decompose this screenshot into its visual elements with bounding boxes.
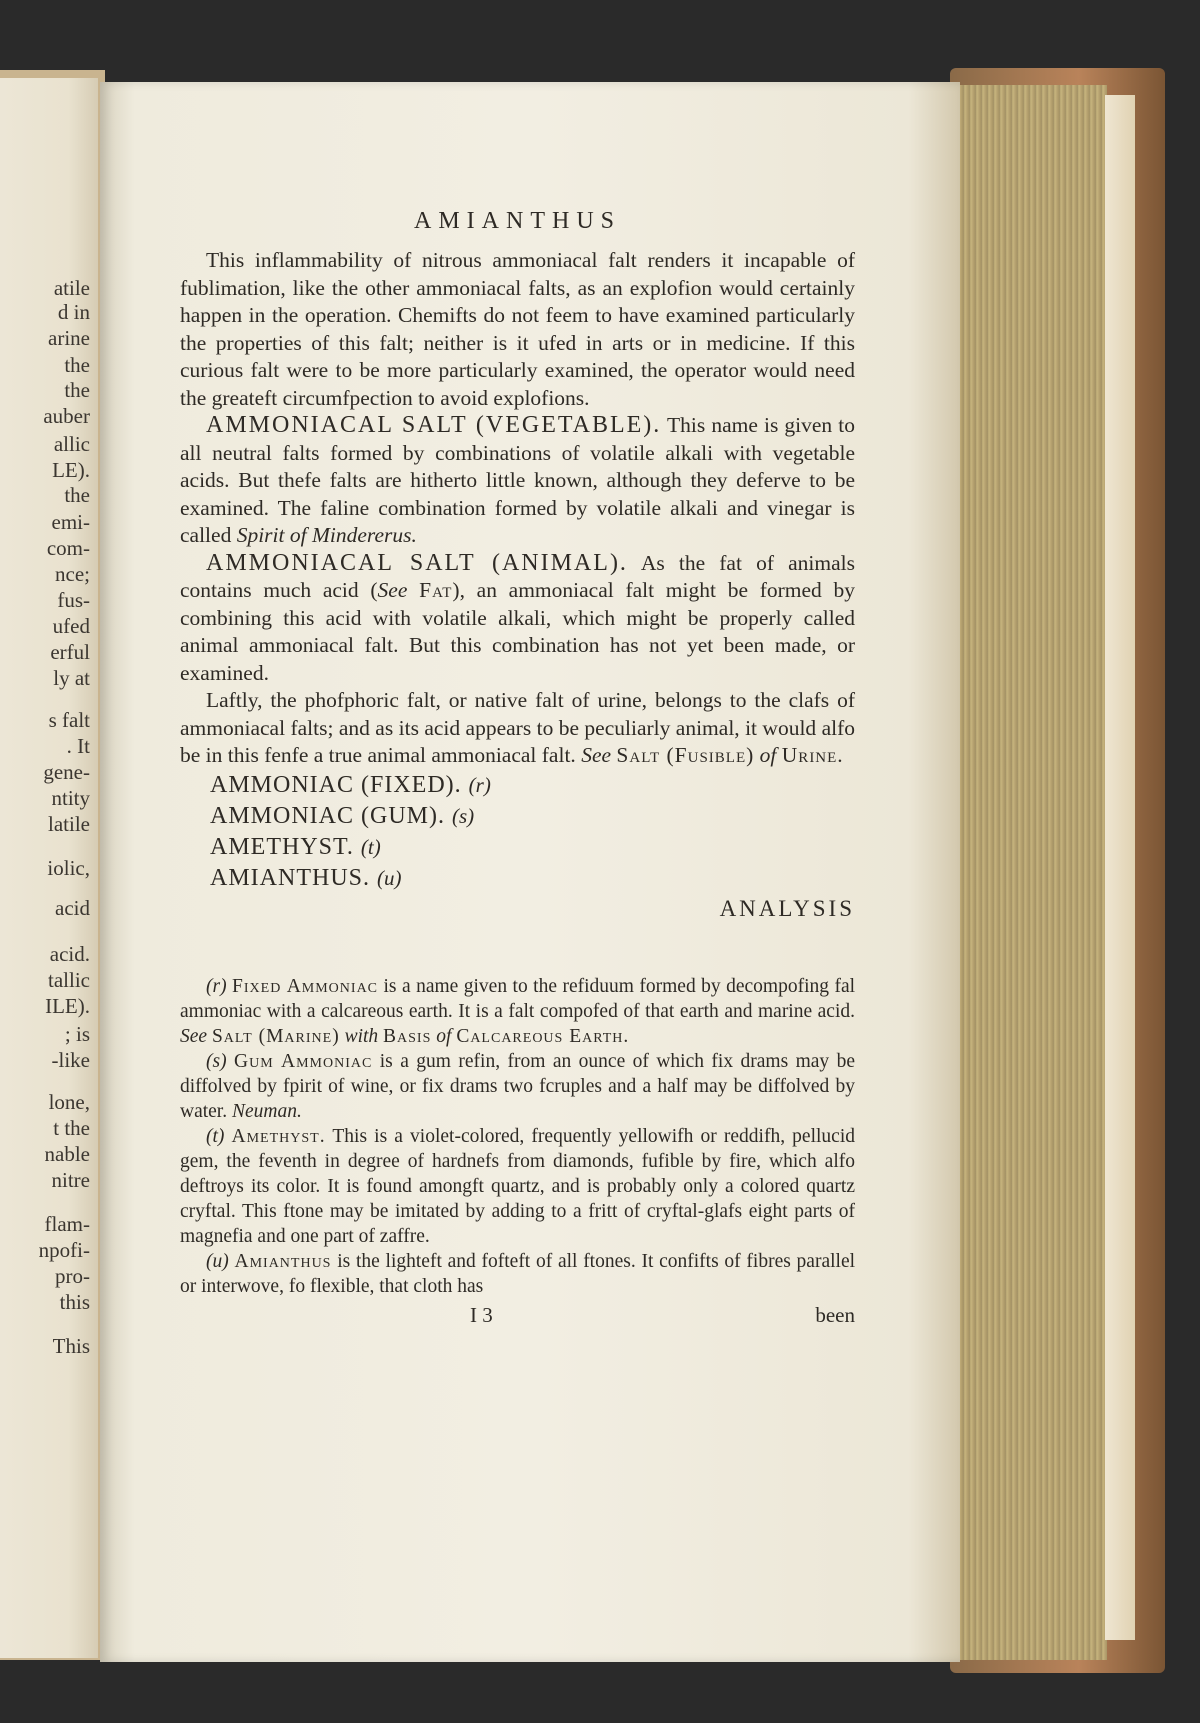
page-footer [180,1303,855,1328]
left-page-fragment: d in [57,300,90,324]
cross-ref-of: of [436,1025,452,1047]
left-page-fragment: nitre [51,1168,90,1192]
entry-term: Spirit of Mindererus. [236,523,417,547]
left-page-fragment: npofi- [38,1238,90,1262]
entry-text: ), an ammoniacal falt might be formed by combining this acid with volatile alkali, which might be properly called animal ammoniacal falt. But this combination has not yet been made, or examined. [180,578,856,685]
left-page-fragment: gene- [43,760,90,784]
left-page-fragment: This [52,1334,90,1358]
left-page-fragment: nable [44,1142,90,1166]
footnotes [180,974,855,1299]
footnote-text: is a gum refin, from an ounce of which fix drams may be diffolved by fpirit of wine, or fix drams two fcruples and a half may be diffolved by water. [180,1050,856,1122]
cross-ref: Basis [383,1025,432,1047]
cross-ref: Salt (Fusible) [616,743,755,767]
left-page [0,78,98,1658]
list-item [180,770,855,801]
cross-ref-see: See [377,578,408,602]
cross-ref: Calcareous Earth. [456,1025,630,1047]
left-page-fragment: s falt [48,708,90,732]
footnote-u [180,1249,855,1299]
left-page-fragment: acid [55,896,90,920]
footnote-term: Amianthus [234,1250,332,1272]
left-page-fragment: ly at [53,666,90,690]
cross-ref-see: See [180,1025,208,1047]
footnote-mark: (s) [206,1050,227,1072]
list-item [180,863,855,894]
left-page-fragment: emi- [51,510,90,534]
page-text [180,208,855,1328]
left-page-fragment: ILE). [45,994,90,1018]
cross-ref: Salt (Marine) [211,1025,340,1047]
footnote-r [180,974,855,1049]
cross-ref-with: with [344,1025,379,1047]
left-page-fragment: tallic [48,968,90,992]
left-page-fragment: latile [48,812,90,836]
footnote-mark: (u) [377,865,402,890]
list-item [180,832,855,863]
paragraph-lastly [180,687,855,770]
entry-term: AMIANTHUS. [210,864,370,891]
footnote-s [180,1049,855,1124]
left-page-fragment: . It [66,734,90,758]
footnote-mark: (u) [206,1250,229,1272]
footnote-mark: (r) [468,772,491,797]
left-page-fragment: lone, [48,1090,90,1114]
footnote-term: Amethyst. [231,1125,326,1147]
left-page-fragment: ; is [64,1022,90,1046]
footnote-term: Gum Ammoniac [234,1050,373,1072]
footnote-mark: (t) [360,834,381,859]
cross-ref-see: See [581,743,612,767]
endpaper [1105,95,1135,1640]
left-page-fragment: erful [50,640,90,664]
footnote-t [180,1124,855,1249]
footnote-text: This is a violet-colored, frequently yellowifh or reddifh, pellucid gem, the feventh in degree of hardnefs from diamonds, fufible by fire, which alfo deftroys its color. It is found amongft quartz, and is probably only a colored quartz cryftal. This ftone may be imitated by adding to a fritt of cryftal-glafs eight parts of magnefia and one part of zaffre. [180,1125,855,1247]
left-page-fragment: t the [53,1116,90,1140]
left-page-fragment: pro- [55,1264,90,1288]
footnote-text: is the lighteft and fofteft of all ftones. It confifts of fibres parallel or interwove, fo flexible, that cloth has [180,1250,856,1297]
cross-ref: Urine. [781,743,844,767]
list-item [180,801,855,832]
entry-text: This name is given to all neutral falts formed by combinations of volatile alkali with vegetable acids. But thefe falts are hitherto little known, although they deferve to be examined. The faline combination formed by volatile alkali and vinegar is called [180,413,855,547]
left-page-fragment: com- [46,536,90,560]
footnote-term: Fixed Ammoniac [232,975,379,997]
left-page-fragment: the [64,353,90,377]
left-page-fragment: LE). [52,458,90,482]
footnote-mark: (r) [206,975,227,997]
footnote-mark: (s) [452,803,475,828]
left-page-fragment: flam- [44,1212,90,1236]
entry-term: AMETHYST. [210,833,354,860]
entry-vegetable [180,412,855,550]
catchword: been [815,1302,855,1327]
signature-mark: I 3 [470,1302,493,1327]
left-page-fragment: -like [51,1048,90,1072]
left-page-fragment: atile [53,276,90,300]
left-page-fragment: allic [53,432,90,456]
cross-ref: Fat [419,578,453,602]
entry-animal [180,550,855,688]
left-page-fragment: auber [43,404,90,428]
paragraph-inflammability: This inflammability of nitrous ammoniacal falt renders it incapable of fublimation, like the other ammoniacal falts, as an explofion would certainly happen in the operation. Chemifts do not feem to have examined particularly the properties of this falt; neither is it ufed in arts or in medicine. If this curious falt were to be more particularly examined, the operator would need the greateft circumfpection to avoid explofions. [180,248,855,410]
cross-ref-of: of [759,743,777,767]
left-page-fragment: the [64,483,90,507]
left-page-fragment: ufed [52,614,90,638]
left-page-fragment: ntity [51,786,90,810]
left-page-fragment: this [59,1290,90,1314]
entry-term: AMMONIAC (GUM). [210,802,445,829]
left-page-fragment: acid. [49,942,90,966]
left-page-fragment: the [64,378,90,402]
entry-text: As the fat of animals contains much acid ( [180,550,855,602]
page-edges [955,85,1107,1660]
entry-list [180,770,855,894]
entry-heading: AMMONIACAL SALT (VEGETABLE). [206,412,662,438]
entry-text: Laftly, the phofphoric falt, or native falt of urine, belongs to the clafs of ammoniacal falts; and as its acid appears to be peculiarly animal, it would alfo be in this fenfe a true animal ammoniacal falt. [180,688,855,767]
left-page-fragment: nce; [55,562,90,586]
catchword-heading: ANALYSIS [719,895,855,921]
footnote-text: is a name given to the refiduum formed by decompofing fal ammoniac with a calcareous earth. It is a falt compofed of that earth and marine acid. [180,975,856,1022]
entry-heading: AMMONIACAL SALT (ANIMAL). [206,549,628,576]
entry-term: AMMONIAC (FIXED). [210,771,462,798]
left-page-fragment: arine [48,326,90,350]
running-head: AMIANTHUS [414,208,621,234]
left-page-fragment: fus- [57,588,90,612]
footnote-mark: (t) [206,1125,225,1147]
left-page-fragment: iolic, [47,856,90,880]
footnote-author: Neuman. [231,1100,302,1122]
